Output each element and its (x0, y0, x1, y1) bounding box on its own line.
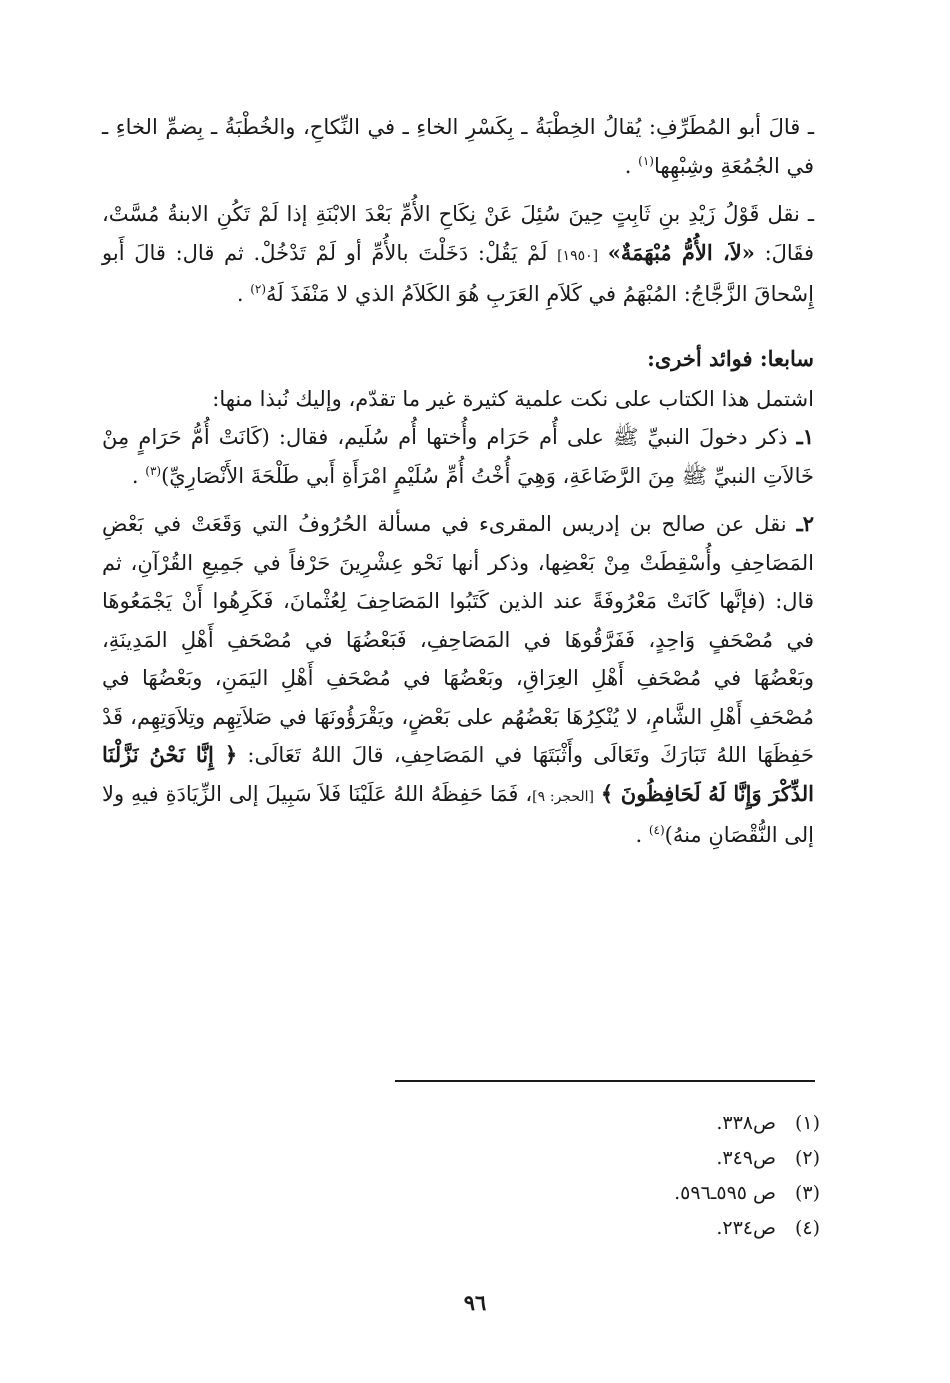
footnote-number: (٣) (794, 1182, 820, 1204)
footnote-number: (٢) (794, 1147, 820, 1169)
paragraph-intro: اشتمل هذا الكتاب على نكت علمية كثيرة غير ما تقدّم، وإليك نُبذا منها: (212, 386, 814, 411)
main-text (102, 108, 814, 855)
footnote-item (320, 1176, 820, 1211)
paragraph-text: ـ قالَ أبو المُطَرِّفِ: يُقالُ الخِطْبَةُ ـ بِكَسْرِ الخاءِ ـ في النِّكاحِ، والخُطْبَةُ ـ بِضمِّ الخاءِ ـ في الجُمُعَةِ وشِبْهِها (102, 115, 814, 178)
footnote-number: (٤) (794, 1217, 820, 1239)
paragraph-text: ـ نقل قَوْلُ زَيْدِ بنِ ثَابِتٍ حِينَ سُئِلَ عَنْ نِكَاحِ الأُمِّ بَعْدَ الابْنَةِ إذا لَمْ تَكُنِ الابنةُ مُسَّتْ، فقَالَ: (102, 202, 814, 265)
footnote-text: ص٣٤٩. (716, 1147, 776, 1169)
footnote-text: ص٣٣٨. (716, 1112, 776, 1134)
footnote-ref: (٤) (648, 823, 665, 837)
page-number: ٩٦ (463, 1290, 487, 1315)
paragraph-text: نقل عن صالح بن إدريس المقرىء في مسألة الحُرُوفُ التي وَقَعَتْ في بَعْضِ المَصَاحِفِ وأُسْقِطَتْ مِنْ بَعْضِها، وذكر أنها نَحْو عِشْرِينَ حَرْفاً في جَمِيعِ القُرْآنِ، ثم قال: (فإنَّها كَانَتْ مَعْرُوفَةً عند الذين كَتَبُوا المَصَاحِفَ لِعُثْمانَ، فَكَرِهُوا أَنْ يَجْمَعُوهَا في مُصْحَفٍ وَاحِدٍ، فَفَرَّقُوهَا في المَصَاحِفِ، فَبَعْضُهَا في مُصْحَفِ أَهْلِ المَدِينَةِ، وبَعْضُهَا في مُصْحَفِ أَهْلِ العِرَاقِ، وبَعْضُهَا في مُصْحَفِ أَهْلِ اليَمَنِ، وبَعْضُهَا في مُصْحَفِ أَهْلِ الشَّامِ، لا يُنْكِرُهَا بَعْضُهُم على بَعْضٍ، ويَقْرَؤُونَهَا في صَلاَتِهِم وتِلاَوَتِهِم، قَدْ حَفِظَهَا اللهُ تَبَارَكَ وتَعَالَى وأَثْبَتَهَا في المَصَاحِفِ، قالَ اللهُ تَعَالَى: (102, 512, 814, 767)
footnote-ref: (٢) (250, 282, 267, 296)
paragraph-text: ، فَمَا حَفِظَهُ اللهُ عَلَيْنَا فَلاَ سَبِيلَ إلى الزِّيَادَةِ فيهِ ولا إلى النُّقْصَانِ منهُ) (102, 781, 814, 847)
footnote-ref: (٣) (145, 463, 162, 478)
point-number: ١ـ (796, 424, 814, 449)
period: . (236, 282, 251, 306)
section-heading: سابعا: فوائد أخرى: (647, 345, 814, 371)
footnote-number: (١) (794, 1112, 820, 1134)
point-number: ٢ـ (796, 511, 814, 536)
footnote-text: ص ٥٩٥ـ٥٩٦. (674, 1182, 776, 1204)
footnote-separator (395, 1080, 815, 1082)
paragraph-point-2 (102, 505, 814, 855)
footnote-text: ص٢٣٤. (716, 1217, 776, 1239)
paragraph-zayd (102, 195, 814, 314)
verse-reference: [الحجر: ٩] (532, 788, 594, 805)
footnote-item (320, 1211, 820, 1246)
footnote-item (320, 1106, 820, 1141)
quote: «لاَ، الأُمُّ مُبْهَمَةٌ» (607, 239, 755, 265)
footnote-item (320, 1141, 820, 1176)
quran-verse: ﴿ إِنَّا نَحْنُ نَزَّلْنَا الذِّكْرَ وَإِنَّا لَهُ لَحَافِظُونَ ﴾ (102, 742, 815, 806)
footnotes (320, 1106, 820, 1246)
hadith-number: [١٩٥٠] (557, 247, 599, 264)
paragraph-point-1 (102, 418, 814, 495)
footnote-ref: (١) (638, 153, 654, 168)
paragraph-text: ذكر دخولَ النبيِّ ﷺ على أُم حَرَام وأُختها أُم سُلَيم، فقال: (كَانَتْ أُمُّ حَرَامٍ مِنْ خَالاَتِ النبيِّ ﷺ مِنَ الرَّضَاعَةِ، وَهِيَ أُخْتُ أُمِّ سُلَيْمٍ امْرَأَةِ أَبي طَلْحَةَ الأَنْصَارِيِّ) (102, 425, 814, 488)
period: . (624, 153, 639, 178)
period: . (635, 823, 649, 847)
period: . (131, 463, 146, 488)
paragraph-text: لَمْ يَقُلْ: دَخَلْتَ بالأُمِّ أو لَمْ تَدْخُلْ. ثم قال: قالَ أَبو إِسْحاقَ الزَّجَّاجُ: المُبْهَمُ في كَلاَمِ العَرَبِ هُوَ الكَلاَمُ الذي لا مَنْفَذَ لَهُ (102, 240, 814, 306)
paragraph-khutba (102, 108, 814, 185)
